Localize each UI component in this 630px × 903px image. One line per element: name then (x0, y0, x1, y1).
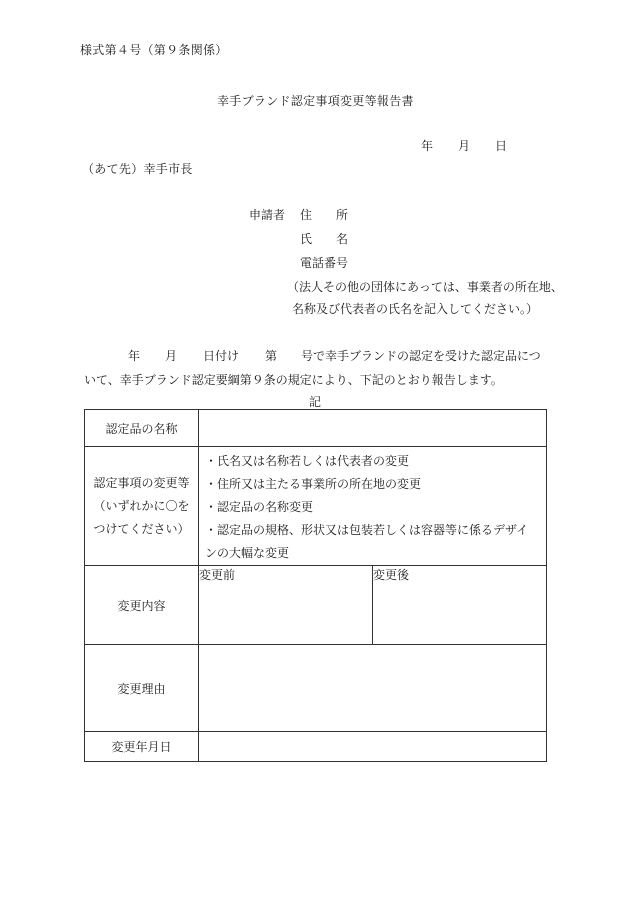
document-title: 幸手ブランド認定事項変更等報告書 (217, 94, 414, 108)
row-change-content (85, 566, 547, 645)
body-line1-rest: 号で幸手ブランドの認定を受けた認定品につ (301, 349, 541, 363)
row-product-name (85, 410, 547, 447)
option-design-change[interactable]: ・認定品の規格、形状又は包装若しくは容器等に係るデザインの大幅な変更 (205, 523, 529, 560)
change-items-options (199, 447, 547, 566)
option-address-change[interactable]: ・住所又は主たる事業所の所在地の変更 (205, 477, 422, 491)
change-date-label: 変更年月日 (85, 732, 199, 762)
product-name-value[interactable] (199, 410, 547, 447)
after-label: 変更後 (373, 568, 410, 582)
applicant-name-label: 氏 名 (300, 232, 349, 246)
date-day-label: 日 (495, 139, 508, 153)
applicant-phone-label: 電話番号 (300, 256, 349, 270)
before-cell[interactable] (199, 566, 373, 645)
body-date-label: 日付け (203, 349, 240, 363)
change-items-label-line1: 認定事項の変更等 (93, 475, 190, 490)
option-product-name-change[interactable]: ・認定品の名称変更 (205, 500, 314, 514)
before-label: 変更前 (199, 568, 236, 582)
applicant-role-label: 申請者 (249, 208, 286, 222)
form-number: 様式第４号（第９条関係） (80, 43, 228, 57)
row-change-date (85, 732, 547, 762)
addressee: （あて先）幸手市長 (82, 162, 193, 176)
row-change-items (85, 447, 547, 566)
body-number-label: 第 (265, 349, 278, 363)
product-name-label: 認定品の名称 (85, 410, 199, 447)
applicant-note-line1: （法人その他の団体にあっては、事業者の所在地、 (287, 280, 563, 294)
change-items-label (85, 447, 199, 566)
change-items-label-line2: （いずれかに〇を (93, 498, 190, 513)
report-table (84, 409, 547, 762)
change-reason-label: 変更理由 (85, 645, 199, 732)
body-month-label: 月 (165, 349, 178, 363)
change-items-label-line3: つけてください） (93, 521, 190, 536)
change-content-label: 変更内容 (85, 566, 199, 645)
change-date-value[interactable] (199, 732, 547, 762)
after-cell[interactable] (373, 566, 547, 645)
ki-heading: 記 (309, 395, 322, 409)
body-line2: いて、幸手ブランド認定要綱第９条の規定により、下記のとおり報告します。 (84, 373, 503, 387)
applicant-note-line2: 名称及び代表者の氏名を記入してください。） (292, 302, 539, 316)
row-change-reason (85, 645, 547, 732)
option-name-change[interactable]: ・氏名又は名称若しくは代表者の変更 (205, 454, 410, 468)
date-year-label: 年 (421, 139, 434, 153)
change-reason-value[interactable] (199, 645, 547, 732)
date-month-label: 月 (458, 139, 471, 153)
body-year-label: 年 (128, 349, 141, 363)
applicant-address-label: 住 所 (300, 208, 349, 222)
